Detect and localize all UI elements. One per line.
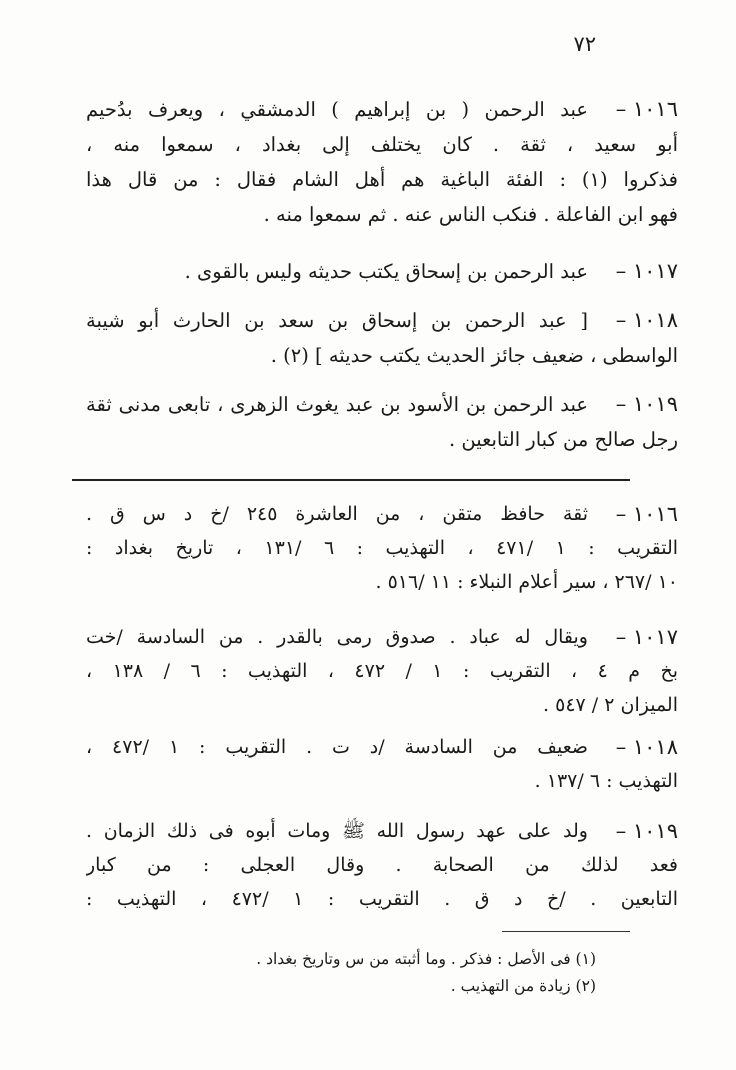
page-number: ٧٢ — [573, 32, 596, 56]
note-line: التهذيب : ٦ /١٣٧ . — [534, 770, 678, 792]
note-line: التقريب : ١ /٤٧١ ، التهذيب : ٦ /١٣١ ، تاريخ بغداد : — [86, 537, 678, 559]
entry-1016 — [86, 92, 678, 232]
entry-number: ١٠١٩ – — [615, 392, 678, 416]
note-1016 — [86, 497, 678, 599]
section-divider — [72, 479, 630, 481]
note-line: فعد لذلك من الصحابة . وقال العجلى : من كبار — [86, 854, 678, 876]
note-number: ١٠١٧ – — [615, 625, 678, 649]
note-1019 — [86, 814, 678, 916]
entry-line: أبو سعيد ، ثقة . كان يختلف إلى بغداد ، سمعوا منه ، — [86, 133, 678, 156]
note-number: ١٠١٩ – — [615, 819, 678, 843]
entry-line: فذكروا (١) : الفئة الباغية هم أهل الشام فقال : من قال هذا — [86, 168, 678, 191]
entry-line: عبد الرحمن بن إسحاق يكتب حديثه وليس بالقوى . — [184, 260, 588, 283]
note-line: التابعين . /خ د ق . التقريب : ١ /٤٧٢ ، التهذيب : — [86, 888, 678, 910]
entry-line: [ عبد الرحمن بن إسحاق بن سعد بن الحارث أبو شيبة — [86, 309, 588, 332]
entry-number: ١٠١٦ – — [615, 97, 678, 121]
note-line: ولد على عهد رسول الله ﷺ ومات أبوه فى ذلك الزمان . — [86, 820, 588, 842]
note-number: ١٠١٨ – — [615, 735, 678, 759]
note-line: الميزان ٢ / ٥٤٧ . — [543, 694, 678, 716]
entry-line: رجل صالح من كبار التابعين . — [448, 428, 678, 451]
entry-line: فهو ابن الفاعلة . فنكب الناس عنه . ثم سمعوا منه . — [263, 203, 678, 226]
entry-line: الواسطى ، ضعيف جائز الحديث يكتب حديثه ] (٢) . — [270, 344, 678, 367]
entry-1019 — [86, 387, 678, 457]
note-1018 — [86, 730, 678, 798]
entry-1017 — [86, 254, 678, 289]
entry-line: عبد الرحمن بن الأسود بن عبد يغوث الزهرى ، تابعى مدنى ثقة — [86, 393, 588, 416]
note-number: ١٠١٦ – — [615, 502, 678, 526]
note-line: ١٠ /٢٦٧ ، سير أعلام النبلاء : ١١ /٥١٦ . — [375, 571, 678, 593]
note-1017 — [86, 620, 678, 722]
note-line: بخ م ٤ ، التقريب : ١ / ٤٧٢ ، التهذيب : ٦ / ١٣٨ ، — [86, 660, 678, 682]
entry-line: عبد الرحمن ( بن إبراهيم ) الدمشقي ، ويعرف بدُحيم — [86, 98, 588, 121]
note-line: ضعيف من السادسة /د ت . التقريب : ١ /٤٧٢ ، — [86, 736, 588, 758]
note-line: ثقة حافظ متقن ، من العاشرة ٢٤٥ /خ د س ق . — [86, 503, 588, 525]
note-line: ويقال له عباد . صدوق رمى بالقدر . من السادسة /خت — [86, 626, 588, 648]
footnote-1: (١) فى الأصل : فذكر . وما أثبته من س وتاريخ بغداد . — [256, 950, 596, 968]
entry-number: ١٠١٨ – — [615, 308, 678, 332]
entry-1018 — [86, 303, 678, 373]
footnote-2: (٢) زيادة من التهذيب . — [450, 977, 596, 995]
entry-number: ١٠١٧ – — [615, 259, 678, 283]
footnote-divider — [502, 931, 630, 932]
